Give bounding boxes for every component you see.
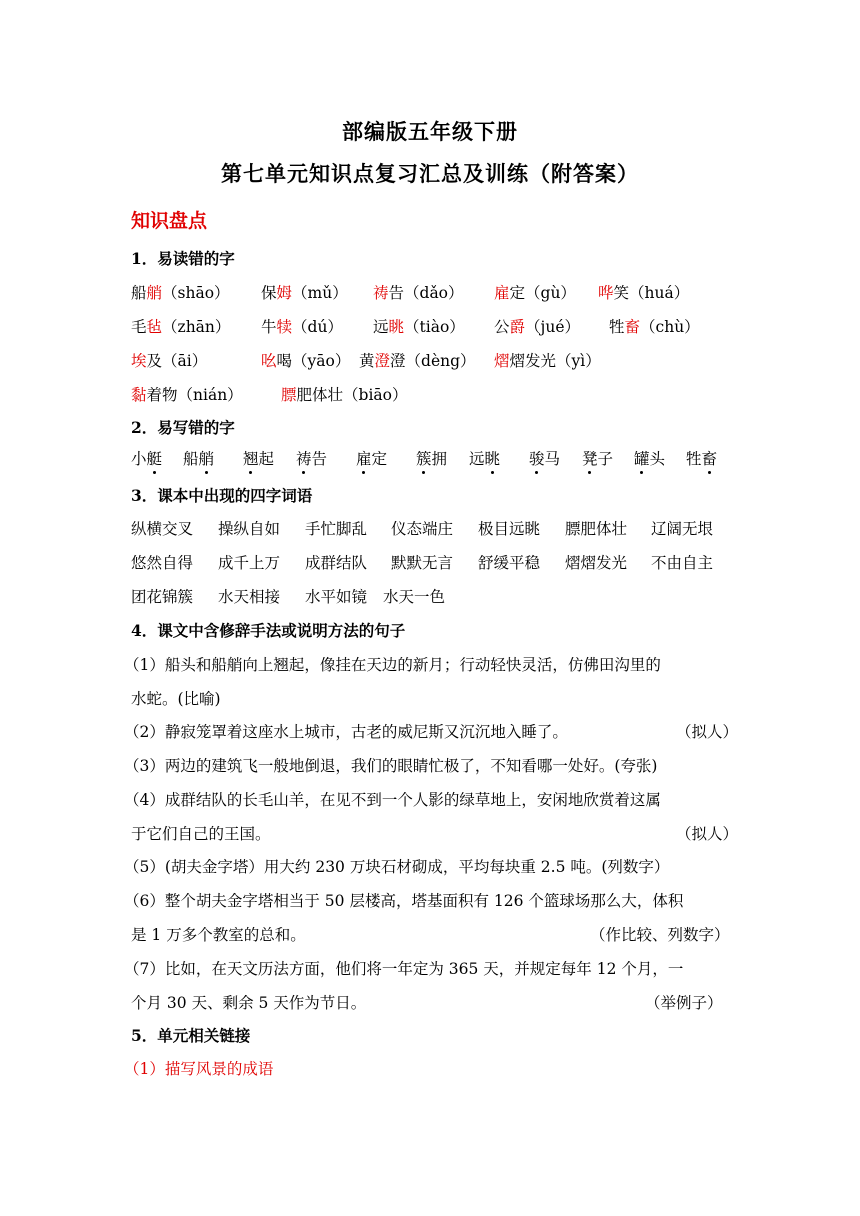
read-item	[494, 315, 580, 337]
read-suffix: 定（gù）	[509, 284, 576, 302]
word-item: 手忙脚乱	[305, 520, 368, 538]
sentence-line: 于它们自己的王国。	[131, 825, 271, 843]
read-suffix: （shāo）	[162, 284, 230, 302]
sentence-line: 个月 30 天、剩余 5 天作为节日。	[131, 994, 367, 1012]
sentence-line: 水蛇。(比喻)	[131, 690, 221, 708]
write-item	[183, 447, 214, 469]
read-highlight-char: 姆	[276, 284, 293, 302]
word-item: 辽阔无垠	[651, 520, 714, 538]
read-highlight-char: 畜	[624, 318, 641, 336]
read-item	[598, 281, 689, 303]
write-item	[582, 447, 613, 469]
write-dotted-char: 眺	[485, 447, 501, 469]
read-highlight-char: 哗	[598, 284, 614, 302]
write-item	[356, 447, 387, 469]
read-prefix: 远	[373, 318, 389, 336]
write-suffix: 告	[311, 450, 328, 468]
read-suffix: （zhān）	[162, 318, 231, 336]
write-item	[243, 447, 274, 469]
read-suffix: （dú）	[292, 318, 343, 336]
doc-title: 部编版五年级下册	[342, 119, 518, 144]
read-suffix: 澄（dèng）	[390, 352, 476, 370]
read-item	[131, 349, 207, 371]
read-suffix: （mǔ）	[292, 284, 348, 302]
write-dotted-char: 艇	[147, 447, 163, 469]
read-suffix: 告（dǎo）	[388, 284, 464, 302]
section-1-title: 1．易读错的字	[131, 249, 235, 268]
write-prefix: 小	[131, 450, 147, 468]
read-highlight-char: 澄	[374, 352, 391, 370]
read-item	[261, 281, 348, 303]
word-item: 成千上万	[218, 554, 281, 572]
write-item	[296, 447, 327, 469]
read-item	[494, 349, 601, 371]
write-suffix: 定	[371, 450, 388, 468]
read-item	[261, 349, 350, 371]
word-item: 仪态端庄	[391, 520, 454, 538]
read-suffix: 熠发光（yì）	[509, 352, 601, 370]
word-item: 默默无言	[391, 554, 454, 572]
write-dotted-char: 骏	[529, 447, 545, 469]
sentence-line: 是 1 万多个教室的总和。	[131, 926, 306, 944]
word-item: 水平如镜	[305, 588, 368, 606]
write-dotted-char: 祷	[296, 447, 312, 469]
write-item	[634, 447, 665, 469]
read-prefix: 牛	[261, 318, 277, 336]
read-highlight-char: 膘	[281, 386, 297, 404]
sentence-line: （4）成群结队的长毛山羊，在见不到一个人影的绿草地上，安闲地欣赏着这属	[124, 791, 661, 809]
read-item	[281, 383, 407, 405]
sentence-line: （7）比如，在天文历法方面，他们将一年定为 365 天，并规定每年 12 个月，一	[124, 960, 684, 978]
write-item	[131, 447, 162, 469]
read-item	[494, 281, 576, 303]
read-highlight-char: 熠	[494, 352, 510, 370]
write-dotted-char: 翘	[243, 447, 259, 469]
doc-subtitle: 第七单元知识点复习汇总及训练（附答案）	[221, 161, 639, 186]
read-highlight-char: 雇	[494, 284, 510, 302]
section-3-title: 3．课本中出现的四字词语	[131, 486, 313, 505]
read-suffix: （tiào）	[404, 318, 465, 336]
sentence-line: （6）整个胡夫金字塔相当于 50 层楼高，塔基面积有 126 个篮球场那么大，体积	[124, 892, 684, 910]
read-item	[131, 281, 230, 303]
write-suffix: 拥	[431, 450, 448, 468]
read-prefix: 保	[261, 284, 277, 302]
write-prefix: 远	[469, 450, 485, 468]
read-suffix: （chù）	[640, 318, 700, 336]
write-dotted-char: 畜	[702, 447, 718, 469]
read-highlight-char: 毡	[146, 318, 163, 336]
read-suffix: 肥体壮（biāo）	[296, 386, 408, 404]
read-highlight-char: 眺	[388, 318, 405, 336]
read-suffix: 喝（yāo）	[276, 352, 351, 370]
write-prefix: 船	[183, 450, 199, 468]
word-item: 纵横交叉	[131, 520, 194, 538]
sentence-tag: （拟人）	[676, 723, 739, 741]
word-item: 熠熠发光	[565, 554, 628, 572]
write-dotted-char: 凳	[582, 447, 598, 469]
word-item: 极目远眺	[478, 520, 541, 538]
write-item	[469, 447, 500, 469]
write-item	[686, 447, 717, 469]
read-prefix: 公	[494, 318, 510, 336]
word-item: 操纵自如	[218, 520, 281, 538]
sentence-line: （1）船头和船艄向上翘起，像挂在天边的新月；行动轻快灵活，仿佛田沟里的	[124, 656, 661, 674]
section-5-title: 5．单元相关链接	[131, 1026, 251, 1045]
write-suffix: 头	[649, 450, 666, 468]
read-item	[359, 349, 476, 371]
write-item	[529, 447, 560, 469]
sentence-tag: （举例子）	[645, 994, 723, 1012]
write-prefix: 牲	[686, 450, 702, 468]
write-dotted-char: 簇	[416, 447, 432, 469]
read-highlight-char: 祷	[373, 284, 389, 302]
section-4-title: 4．课文中含修辞手法或说明方法的句子	[131, 621, 406, 640]
word-item: 水天相接	[218, 588, 281, 606]
read-highlight-char: 艄	[146, 284, 163, 302]
word-item: 不由自主	[651, 554, 714, 572]
section-2-title: 2．易写错的字	[131, 418, 235, 437]
read-prefix: 黄	[359, 352, 375, 370]
write-item	[416, 447, 447, 469]
read-item	[373, 281, 464, 303]
read-item	[609, 315, 700, 337]
read-item	[373, 315, 465, 337]
write-suffix: 马	[544, 450, 561, 468]
read-suffix: 笑（huá）	[613, 284, 690, 302]
sentence-line: （3）两边的建筑飞一般地倒退，我们的眼睛忙极了，不知看哪一处好。(夸张)	[124, 757, 658, 775]
read-highlight-char: 埃	[131, 352, 147, 370]
read-suffix: （jué）	[525, 318, 580, 336]
read-item	[131, 315, 230, 337]
read-highlight-char: 黏	[131, 386, 147, 404]
subsection-title: （1）描写风景的成语	[124, 1060, 274, 1078]
write-dotted-char: 雇	[356, 447, 372, 469]
section-heading: 知识盘点	[131, 210, 208, 232]
read-suffix: 着物（nián）	[146, 386, 243, 404]
read-prefix: 毛	[131, 318, 147, 336]
read-prefix: 牲	[609, 318, 625, 336]
sentence-tag: （拟人）	[676, 825, 739, 843]
sentence-line: （2）静寂笼罩着这座水上城市，古老的威尼斯又沉沉地入睡了。	[124, 723, 568, 741]
read-suffix: 及（āi）	[146, 352, 208, 370]
word-item: 膘肥体壮	[565, 520, 628, 538]
sentence-line: （5）(胡夫金字塔）用大约 230 万块石材砌成，平均每块重 2.5 吨。(列数字）	[124, 858, 670, 876]
read-item	[131, 383, 243, 405]
word-item: 水天一色	[383, 588, 446, 606]
sentence-tag: （作比较、列数字）	[590, 926, 730, 944]
read-highlight-char: 犊	[276, 318, 293, 336]
read-highlight-char: 吆	[261, 352, 277, 370]
write-dotted-char: 罐	[634, 447, 650, 469]
word-item: 悠然自得	[131, 554, 194, 572]
word-item: 成群结队	[305, 554, 368, 572]
read-prefix: 船	[131, 284, 147, 302]
read-highlight-char: 爵	[509, 318, 526, 336]
write-suffix: 子	[597, 450, 614, 468]
write-suffix: 起	[258, 450, 275, 468]
word-item: 团花锦簇	[131, 588, 194, 606]
word-item: 舒缓平稳	[478, 554, 541, 572]
read-item	[261, 315, 343, 337]
write-dotted-char: 艄	[199, 447, 215, 469]
